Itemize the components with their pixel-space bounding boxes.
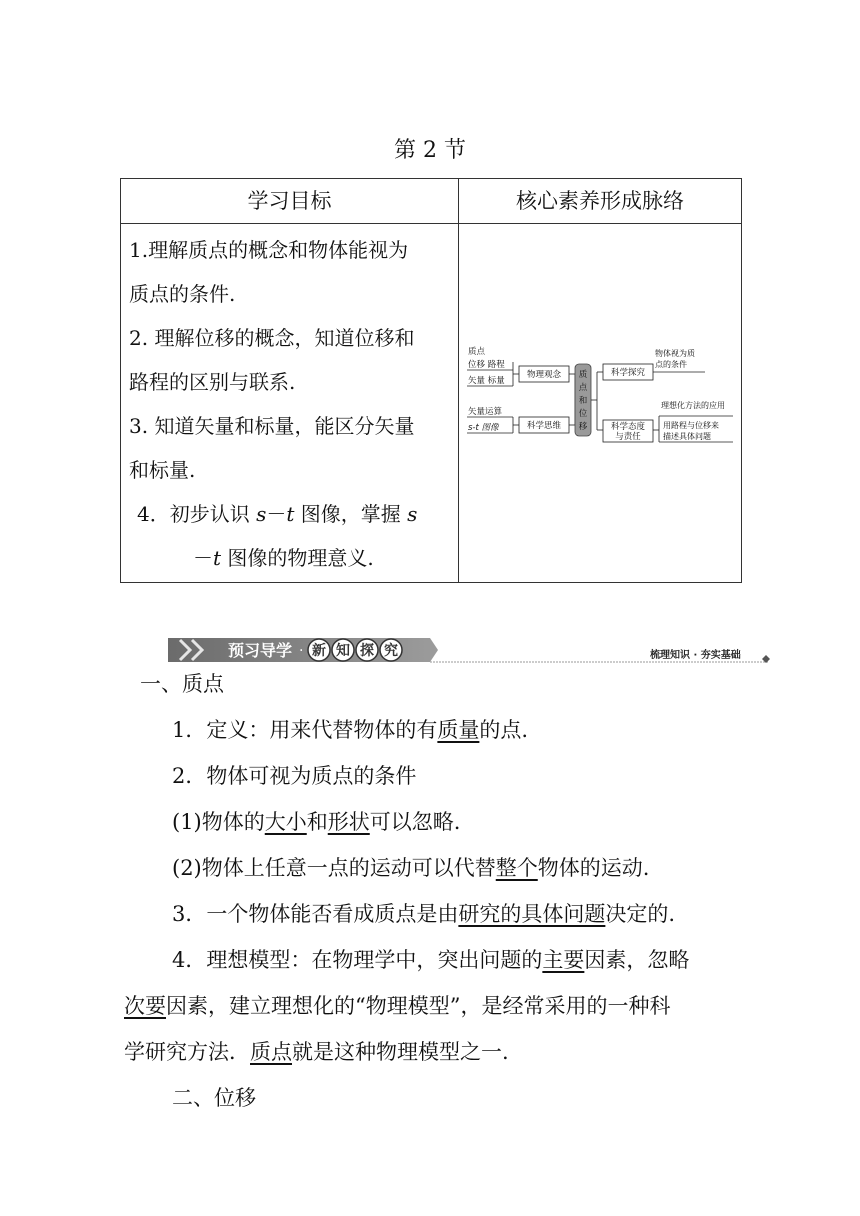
map-text-kexue-tanjiu: 科学探究 <box>610 368 646 378</box>
paragraph-condition-1: (1)物体的大小和形状可以忽略. <box>172 810 461 834</box>
header-core-literacy: 核心素养形成脉络 <box>459 179 742 224</box>
goal-4-line1: 4．初步认识 s－t 图像，掌握 s <box>137 502 418 526</box>
map-text-kexue-taidu: 科学态度 <box>610 422 646 432</box>
paragraph-ideal-model-3: 学研究方法．质点就是这种物理模型之一. <box>124 1040 509 1064</box>
goal-line: 质点的条件. <box>129 282 236 306</box>
goals-cell <box>121 224 459 583</box>
banner-circle-char: 探 <box>360 643 374 659</box>
map-leaf-lixianghua: 理想化方法的应用 <box>661 401 725 410</box>
banner-circle-char: 知 <box>336 643 350 659</box>
map-node-weiyi-lucheng: 位移 路程 <box>468 360 505 370</box>
map-node-st-tuxiang: s-t 图像 <box>468 423 499 433</box>
map-text-yu-zeren: 与责任 <box>615 432 641 442</box>
paragraph-ideal-model-2: 次要因素，建立理想化的“物理模型”，是经常采用的一种科 <box>124 994 671 1018</box>
map-node-shiliang-biaoliang: 矢量 标量 <box>468 376 505 386</box>
goal-4-line2: －t 图像的物理意义. <box>193 546 374 570</box>
map-center-char: 质 <box>578 370 588 380</box>
map-leaf-yong-lucheng: 用路程与位移来 <box>663 421 719 430</box>
map-leaf-wuti-shiwei: 物体视为质 <box>655 349 695 358</box>
banner-subtitle: 梳理知识 · 夯实基础 <box>650 650 741 661</box>
goal-line: 3. 知道矢量和标量，能区分矢量 <box>129 414 415 438</box>
goal-line: 和标量. <box>129 458 196 482</box>
heading-zhidian: 一、质点 <box>140 672 224 696</box>
section-banner <box>168 636 778 666</box>
paragraph-definition: 1．定义：用来代替物体的有质量的点. <box>172 718 529 742</box>
concept-map <box>465 342 735 452</box>
map-leaf-dian-tiaojian: 点的条件 <box>655 360 687 369</box>
map-leaf-miaoshu-wenti: 描述具体问题 <box>663 432 711 441</box>
paragraph-condition-2: (2)物体上任意一点的运动可以代替整个物体的运动. <box>172 856 650 880</box>
map-center-char: 位 <box>578 409 588 419</box>
map-text-kexue-siwei: 科学思维 <box>526 421 562 431</box>
banner-dot: · <box>299 643 304 659</box>
goal-line: 2. 理解位移的概念，知道位移和 <box>129 326 415 350</box>
goal-line: 1.理解质点的概念和物体能视为 <box>129 238 409 262</box>
banner-circle-char: 新 <box>312 643 326 659</box>
banner-label-yuxi: 预习导学 <box>228 641 293 660</box>
objectives-table <box>120 178 742 583</box>
banner-circle-char: 究 <box>384 643 398 659</box>
section-title: 第 2 节 <box>394 138 466 163</box>
paragraph-condition-title: 2．物体可视为质点的条件 <box>172 764 417 788</box>
map-center-char: 移 <box>578 422 588 432</box>
map-center-char: 和 <box>578 396 588 406</box>
goal-line: 路程的区别与联系. <box>129 370 296 394</box>
map-text-wuli-guannian: 物理观念 <box>526 370 562 380</box>
goals-list <box>129 228 455 580</box>
map-node-zhidian: 质点 <box>468 347 486 357</box>
concept-map-cell <box>459 224 742 583</box>
heading-weiyi: 二、位移 <box>172 1086 256 1110</box>
map-center-char: 点 <box>578 383 588 393</box>
header-learning-goals: 学习目标 <box>121 179 459 224</box>
paragraph-decision: 3．一个物体能否看成质点是由研究的具体问题决定的. <box>172 902 676 926</box>
map-node-shiliang-yunsuan: 矢量运算 <box>468 407 503 417</box>
paragraph-ideal-model-1: 4．理想模型：在物理学中，突出问题的主要因素，忽略 <box>172 948 690 972</box>
